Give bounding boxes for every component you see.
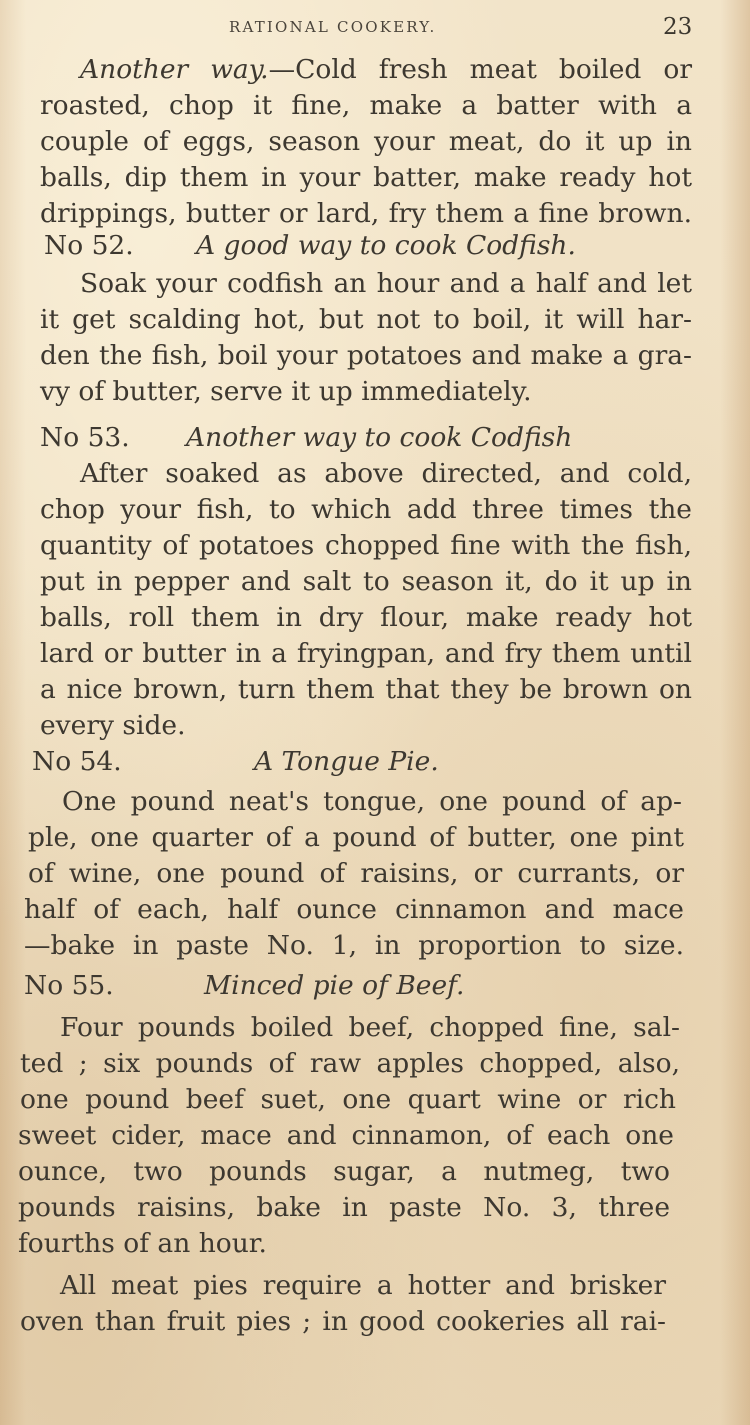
recipe-53-line: chop your fish, to which add three times the bbox=[40, 494, 692, 525]
recipe-53-line: lard or butter in a fryingpan, and fry them until bbox=[40, 638, 692, 669]
closing-line: oven than fruit pies ; in good cookeries all rai- bbox=[20, 1306, 666, 1337]
recipe-53-line: After soaked as above directed, and cold, bbox=[80, 458, 692, 489]
recipe-number: No 53. bbox=[40, 422, 130, 453]
recipe-heading-55 bbox=[24, 968, 644, 1004]
recipe-52-line: Soak your codfish an hour and a half and let bbox=[80, 268, 692, 299]
recipe-heading-53 bbox=[40, 420, 660, 456]
recipe-title: A good way to cook Codfish. bbox=[196, 230, 576, 261]
recipe-53-line: put in pepper and salt to season it, do it up in bbox=[40, 566, 692, 597]
another-way-line-1-rest: —Cold fresh meat boiled or bbox=[268, 54, 692, 85]
recipe-title: Another way to cook Codfish bbox=[186, 422, 573, 453]
running-head: RATIONAL COOKERY. bbox=[229, 18, 437, 36]
paragraph-another-way-line-1 bbox=[80, 52, 692, 88]
recipe-number: No 54. bbox=[32, 746, 122, 777]
recipe-54-line: One pound neat's tongue, one pound of ap- bbox=[62, 786, 682, 817]
recipe-55-line: fourths of an hour. bbox=[18, 1228, 267, 1259]
page-header bbox=[0, 14, 750, 44]
recipe-55-line: ounce, two pounds sugar, a nutmeg, two bbox=[18, 1156, 670, 1187]
recipe-heading-52 bbox=[44, 228, 664, 264]
recipe-54-line: of wine, one pound of raisins, or currants, or bbox=[28, 858, 684, 889]
recipe-52-line: den the fish, boil your potatoes and make a gra- bbox=[40, 340, 692, 371]
paragraph-line: couple of eggs, season your meat, do it up in bbox=[40, 126, 692, 157]
recipe-52-line: vy of butter, serve it up immediately. bbox=[40, 376, 532, 407]
recipe-53-line: balls, roll them in dry flour, make ready hot bbox=[40, 602, 692, 633]
recipe-number: No 55. bbox=[24, 970, 114, 1001]
recipe-55-line: ted ; six pounds of raw apples chopped, also, bbox=[20, 1048, 680, 1079]
recipe-55-line: Four pounds boiled beef, chopped fine, sal- bbox=[60, 1012, 680, 1043]
recipe-title: A Tongue Pie. bbox=[254, 746, 439, 777]
page-number: 23 bbox=[663, 14, 693, 40]
paragraph-line: roasted, chop it fine, make a batter with a bbox=[40, 90, 692, 121]
paragraph-line: balls, dip them in your batter, make ready hot bbox=[40, 162, 692, 193]
recipe-54-line: —bake in paste No. 1, in proportion to size. bbox=[24, 930, 684, 961]
closing-line: All meat pies require a hotter and brisker bbox=[60, 1270, 666, 1301]
recipe-55-line: pounds raisins, bake in paste No. 3, three bbox=[18, 1192, 670, 1223]
recipe-54-line: ple, one quarter of a pound of butter, one pint bbox=[28, 822, 684, 853]
recipe-53-line: quantity of potatoes chopped fine with the fish, bbox=[40, 530, 692, 561]
recipe-number: No 52. bbox=[44, 230, 134, 261]
paragraph-line: drippings, butter or lard, fry them a fine brown. bbox=[40, 198, 692, 229]
another-way-lead: Another way. bbox=[80, 54, 269, 85]
recipe-54-line: half of each, half ounce cinnamon and mace bbox=[24, 894, 684, 925]
recipe-55-line: one pound beef suet, one quart wine or rich bbox=[20, 1084, 676, 1115]
recipe-53-line: every side. bbox=[40, 710, 186, 741]
recipe-52-line: it get scalding hot, but not to boil, it will har- bbox=[40, 304, 692, 335]
recipe-title: Minced pie of Beef. bbox=[204, 970, 465, 1001]
recipe-53-line: a nice brown, turn them that they be brown on bbox=[40, 674, 692, 705]
recipe-55-line: sweet cider, mace and cinnamon, of each one bbox=[18, 1120, 674, 1151]
recipe-heading-54 bbox=[32, 744, 652, 780]
